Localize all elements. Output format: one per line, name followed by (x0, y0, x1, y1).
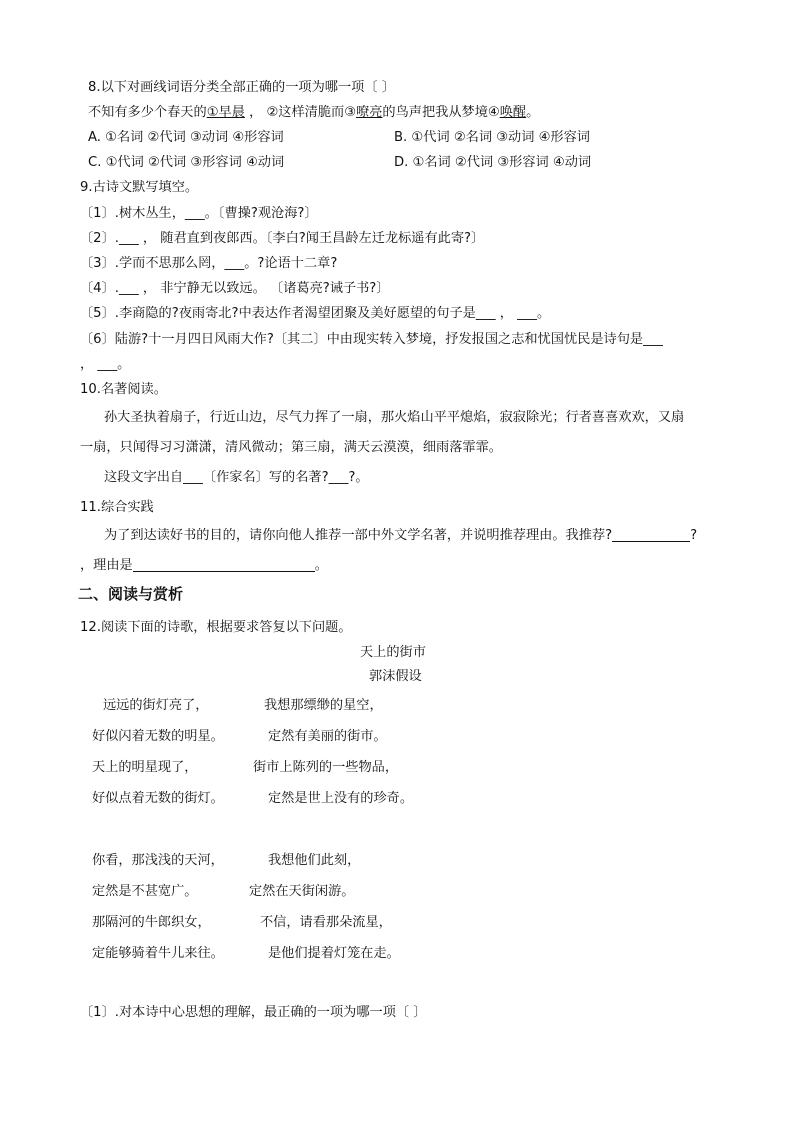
q8-option-c: C. ①代词 ②代词 ③形容词 ④动词 (88, 155, 285, 170)
q8-word-3: 嘹亮 (356, 105, 383, 120)
poem-line: 天上的明星现了， (92, 760, 198, 775)
q8-option-d: D. ①名词 ②代词 ③形容词 ④动词 (394, 155, 592, 170)
q9-line-3: 〔3〕.学而不思那么罔，___。?论语十二章? (80, 256, 338, 271)
section-heading: 二、阅读与赏析 (78, 585, 184, 603)
recommend-blank[interactable] (612, 527, 690, 542)
q10-paragraph-1: 孙大圣执着扇子，行近山边，尽气力挥了一扇，那火焰山平平熄焰，寂寂除光；行者喜喜欢欢，又扇 (104, 410, 685, 425)
poem-line: 那隔河的牛郎织女， (92, 915, 211, 930)
q12-stem: 12.阅读下面的诗歌，根据要求答复以下问题。 (80, 620, 352, 635)
q8-stem: 8.以下对画线词语分类全部正确的一项为哪一项〔 〕 (88, 80, 395, 95)
poem-line: 我想他们此刻， (268, 853, 361, 868)
q9-line-7: ， ___。 (80, 357, 131, 372)
poem-line: 定然是不甚宽广。 (92, 884, 198, 899)
poem-line: 是他们提着灯笼在走。 (268, 946, 400, 961)
q9-line-4: 〔4〕.___ ， 非宁静无以致远。 〔诸葛亮?诫子书?〕 (80, 281, 390, 296)
q11-line-2: ，理由是 。 (80, 558, 328, 573)
q10-paragraph-2: 一扇，只闻得习习潇潇，清风微动；第三扇，满天云漠漠，细雨落霏霏。 (80, 440, 502, 455)
q9-line-5: 〔5〕.李商隐的?夜雨寄北?中表达作者渴望团聚及美好愿望的句子是___ ， ___。 (80, 306, 551, 321)
q9-title: 9.古诗文默写填空。 (80, 180, 199, 195)
poem-line: 不信，请看那朵流星， (260, 915, 392, 930)
poem-line: 你看，那浅浅的天河， (92, 853, 224, 868)
q11-title: 11.综合实践 (80, 500, 154, 515)
poem-line: 我想那缥缈的星空， (264, 698, 383, 713)
poem-line: 定然是世上没有的珍奇。 (268, 791, 414, 806)
poem-line: 定然有美丽的街市。 (268, 729, 387, 744)
poem-line: 好似闪着无数的明星。 (92, 729, 224, 744)
poem-title: 天上的街市 (360, 645, 426, 660)
q8-sentence: 不知有多少个春天的①早晨 ， ②这样清脆而③嘹亮的鸟声把我从梦境④唤醒。 (88, 105, 540, 120)
q11-line-1: 为了到达读好书的目的，请你向他人推荐一部中外文学名著，并说明推荐理由。我推荐? ? (104, 528, 698, 543)
poem-line: 定然在天街闲游。 (249, 884, 355, 899)
poem-line: 好似点着无数的街灯。 (92, 791, 224, 806)
poem-line: 定能够骑着牛儿来往。 (92, 946, 224, 961)
q8-word-1: ①早晨 (206, 105, 245, 120)
q9-line-1: 〔1〕.树木丛生，___。〔曹操?观沧海?〕 (80, 206, 318, 221)
q8-word-4: 唤醒 (499, 105, 527, 120)
poem-author: 郭沫假设 (369, 669, 422, 684)
poem-line: 街市上陈列的一些物品， (253, 760, 399, 775)
poem-line: 远远的街灯亮了， (103, 698, 209, 713)
q10-question: 这段文字出自___〔作家名〕写的名著?___?。 (104, 470, 369, 485)
q12-sub-question-1: 〔1〕.对本诗中心思想的理解，最正确的一项为哪一项〔 〕 (80, 1005, 427, 1020)
reason-blank[interactable] (133, 557, 315, 572)
q10-title: 10.名著阅读。 (80, 382, 167, 397)
q9-line-2: 〔2〕.___ ， 随君直到夜郎西。〔李白?闻王昌龄左迁龙标遥有此寄?〕 (80, 231, 485, 246)
q8-option-b: B. ①代词 ②名词 ③动词 ④形容词 (394, 130, 590, 145)
q9-line-6: 〔6〕陆游?十一月四日风雨大作?〔其二〕中由现实转入梦境，抒发报国之志和忧国忧民是诗句是___ (80, 332, 663, 347)
q8-option-a: A. ①名词 ②代词 ③动词 ④形容词 (88, 130, 284, 145)
